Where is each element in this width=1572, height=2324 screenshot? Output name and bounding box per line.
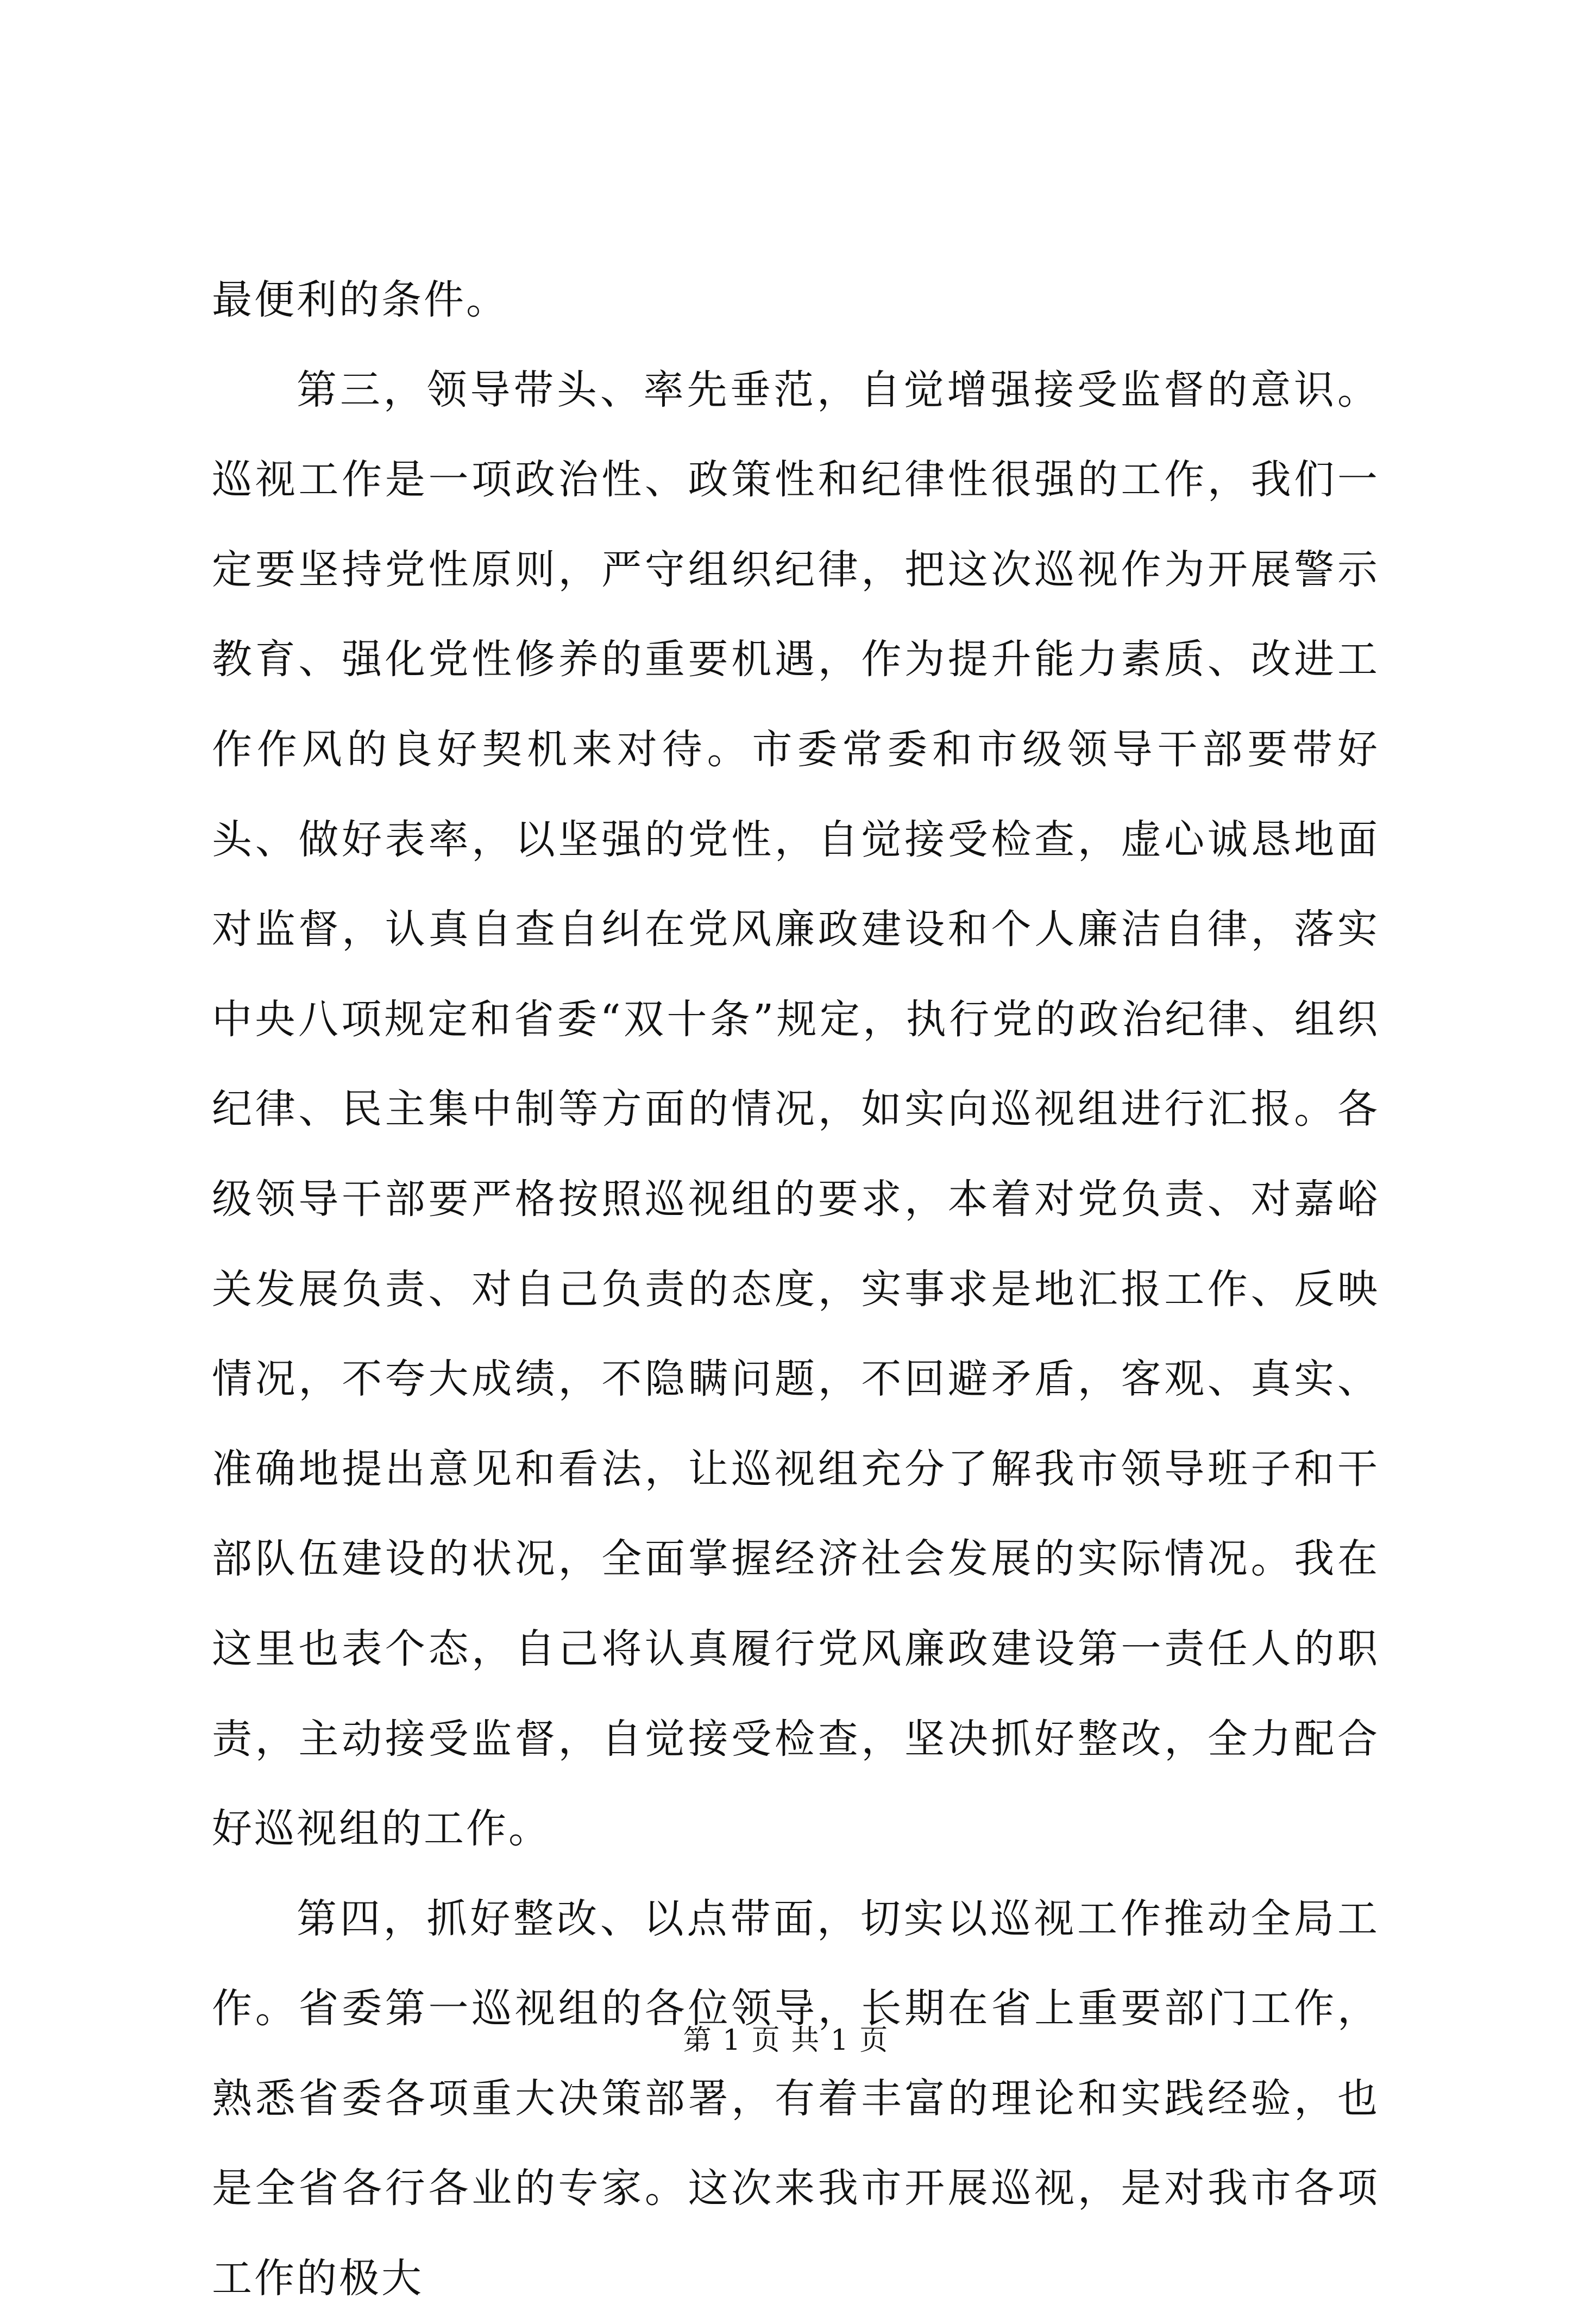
paragraph-fourth-point: 第四，抓好整改、以点带面，切实以巡视工作推动全局工作。省委第一巡视组的各位领导，长期在省上重要部门工作，熟悉省委各项重大决策部署，有着丰富的理论和实践经验，也是全省各行各业的专家。这次来我市开展巡视，是对我市各项工作的极大 bbox=[212, 1895, 1380, 2302]
paragraph-continuation: 最便利的条件。 bbox=[212, 276, 508, 323]
paragraph-third-point: 第三，领导带头、率先垂范，自觉增强接受监督的意识。巡视工作是一项政治性、政策性和纪律性很强的工作，我们一定要坚持党性原则，严守组织纪律，把这次巡视作为开展警示教育、强化党性修养的重要机遇，作为提升能力素质、改进工作作风的良好契机来对待。市委常委和市级领导干部要带好头、做好表率，以坚强的党性，自觉接受检查，虚心诚恳地面对监督，认真自查自纠在党风廉政建设和个人廉洁自律，落实中央八项规定和省委“双十条”规定，执行党的政治纪律、组织纪律、民主集中制等方面的情况，如实向巡视组进行汇报。各级领导干部要严格按照巡视组的要求，本着对党负责、对嘉峪关发展负责、对自己负责的态度，实事求是地汇报工作、反映情况，不夸大成绩，不隐瞒问题，不回避矛盾，客观、真实、准确地提出意见和看法，让巡视组充分了解我市领导班子和干部队伍建设的状况，全面掌握经济社会发展的实际情况。我在这里也表个态，自己将认真履行党风廉政建设第一责任人的职责，主动接受监督，自觉接受检查，坚决抓好整改，全力配合好巡视组的工作。 bbox=[212, 366, 1380, 1853]
document-body bbox=[212, 255, 1380, 2324]
page-number-footer: 第 1 页 共 1 页 bbox=[683, 2024, 889, 2057]
